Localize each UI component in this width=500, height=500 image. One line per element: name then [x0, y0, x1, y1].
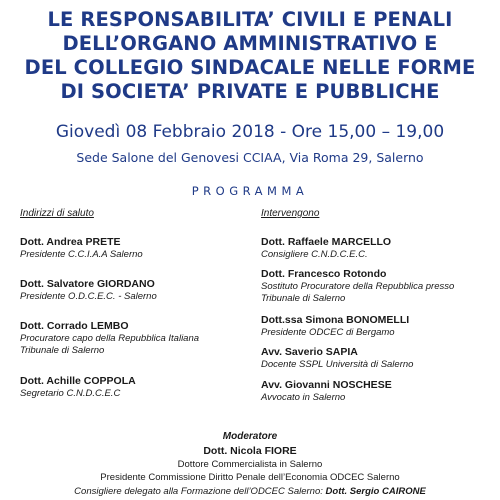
- greetings-column: [20, 208, 250, 399]
- speaker-entry: [261, 268, 454, 305]
- speakers-column: [261, 208, 497, 403]
- speaker-name: Dott. Raffaele MARCELLO: [261, 236, 392, 248]
- programma-heading: PROGRAMMA: [191, 184, 309, 198]
- speaker-role: Tribunale di Salerno: [261, 293, 346, 304]
- speaker-role: Sostituto Procuratore della Repubblica presso: [261, 281, 455, 292]
- speaker-name: Dott. Francesco Rotondo: [261, 268, 387, 280]
- speaker-name: Avv. Saverio SAPIA: [261, 346, 358, 358]
- title-line: DELL’ORGANO AMMINISTRATIVO E: [62, 32, 438, 55]
- speaker-role: Consigliere C.N.D.C.E.C.: [261, 249, 368, 260]
- footer-name: Dott. Sergio CAIRONE: [325, 486, 426, 497]
- speaker-role: Avvocato in Salerno: [261, 392, 346, 403]
- speaker-role: Docente SSPL Università di Salerno: [261, 359, 414, 370]
- speaker-name: Dott. Andrea PRETE: [20, 236, 121, 248]
- speaker-entry: [261, 379, 392, 404]
- moderator-role: Dottore Commercialista in Salerno: [177, 459, 323, 470]
- footer-text: Consigliere delegato alla Formazione dell’ODCEC Salerno:: [74, 486, 326, 497]
- title-line: LE RESPONSABILITA’ CIVILI E PENALI: [47, 8, 453, 31]
- title-line: DEL COLLEGIO SINDACALE NELLE FORME: [24, 56, 476, 79]
- speaker-role: Presidente ODCEC di Bergamo: [261, 327, 395, 338]
- speaker-role: Presidente C.C.I.A.A Salerno: [20, 249, 143, 260]
- event-venue: Sede Salone del Genovesi CCIAA, Via Roma 29, Salerno: [76, 150, 424, 165]
- speaker-name: Dott. Salvatore GIORDANO: [20, 278, 155, 290]
- speaker-entry: [20, 278, 157, 303]
- speaker-entry: [261, 346, 413, 371]
- speakers-heading: Intervengono: [261, 208, 320, 219]
- speaker-entry: [20, 236, 143, 261]
- moderator-section: [0, 430, 500, 484]
- speaker-role: Tribunale di Salerno: [20, 345, 105, 356]
- speaker-role: Segretario C.N.D.C.E.C: [20, 388, 121, 399]
- speaker-name: Dott. Corrado LEMBO: [20, 320, 129, 332]
- speaker-role: Presidente O.D.C.E.C. - Salerno: [20, 291, 157, 302]
- training-delegate-line: [0, 486, 500, 497]
- moderator-label: Moderatore: [222, 431, 278, 442]
- speaker-role: Procuratore capo della Repubblica Italiana: [20, 333, 200, 344]
- greetings-heading: Indirizzi di saluto: [20, 208, 94, 219]
- speaker-name: Dott. Achille COPPOLA: [20, 375, 136, 387]
- speaker-entry: [20, 375, 136, 400]
- speaker-entry: [261, 236, 391, 261]
- speaker-entry: [261, 314, 409, 339]
- moderator-name: Dott. Nicola FIORE: [203, 445, 297, 457]
- speaker-entry: [20, 320, 199, 357]
- title-line: DI SOCIETA’ PRIVATE E PUBBLICHE: [60, 80, 440, 103]
- speaker-name: Avv. Giovanni NOSCHESE: [261, 379, 392, 391]
- speaker-name: Dott.ssa Simona BONOMELLI: [261, 314, 410, 326]
- event-date-time: Giovedì 08 Febbraio 2018 - Ore 15,00 – 19,00: [55, 122, 445, 142]
- event-title: [0, 8, 500, 104]
- moderator-role: Presidente Commissione Diritto Penale dell’Economia ODCEC Salerno: [100, 472, 400, 483]
